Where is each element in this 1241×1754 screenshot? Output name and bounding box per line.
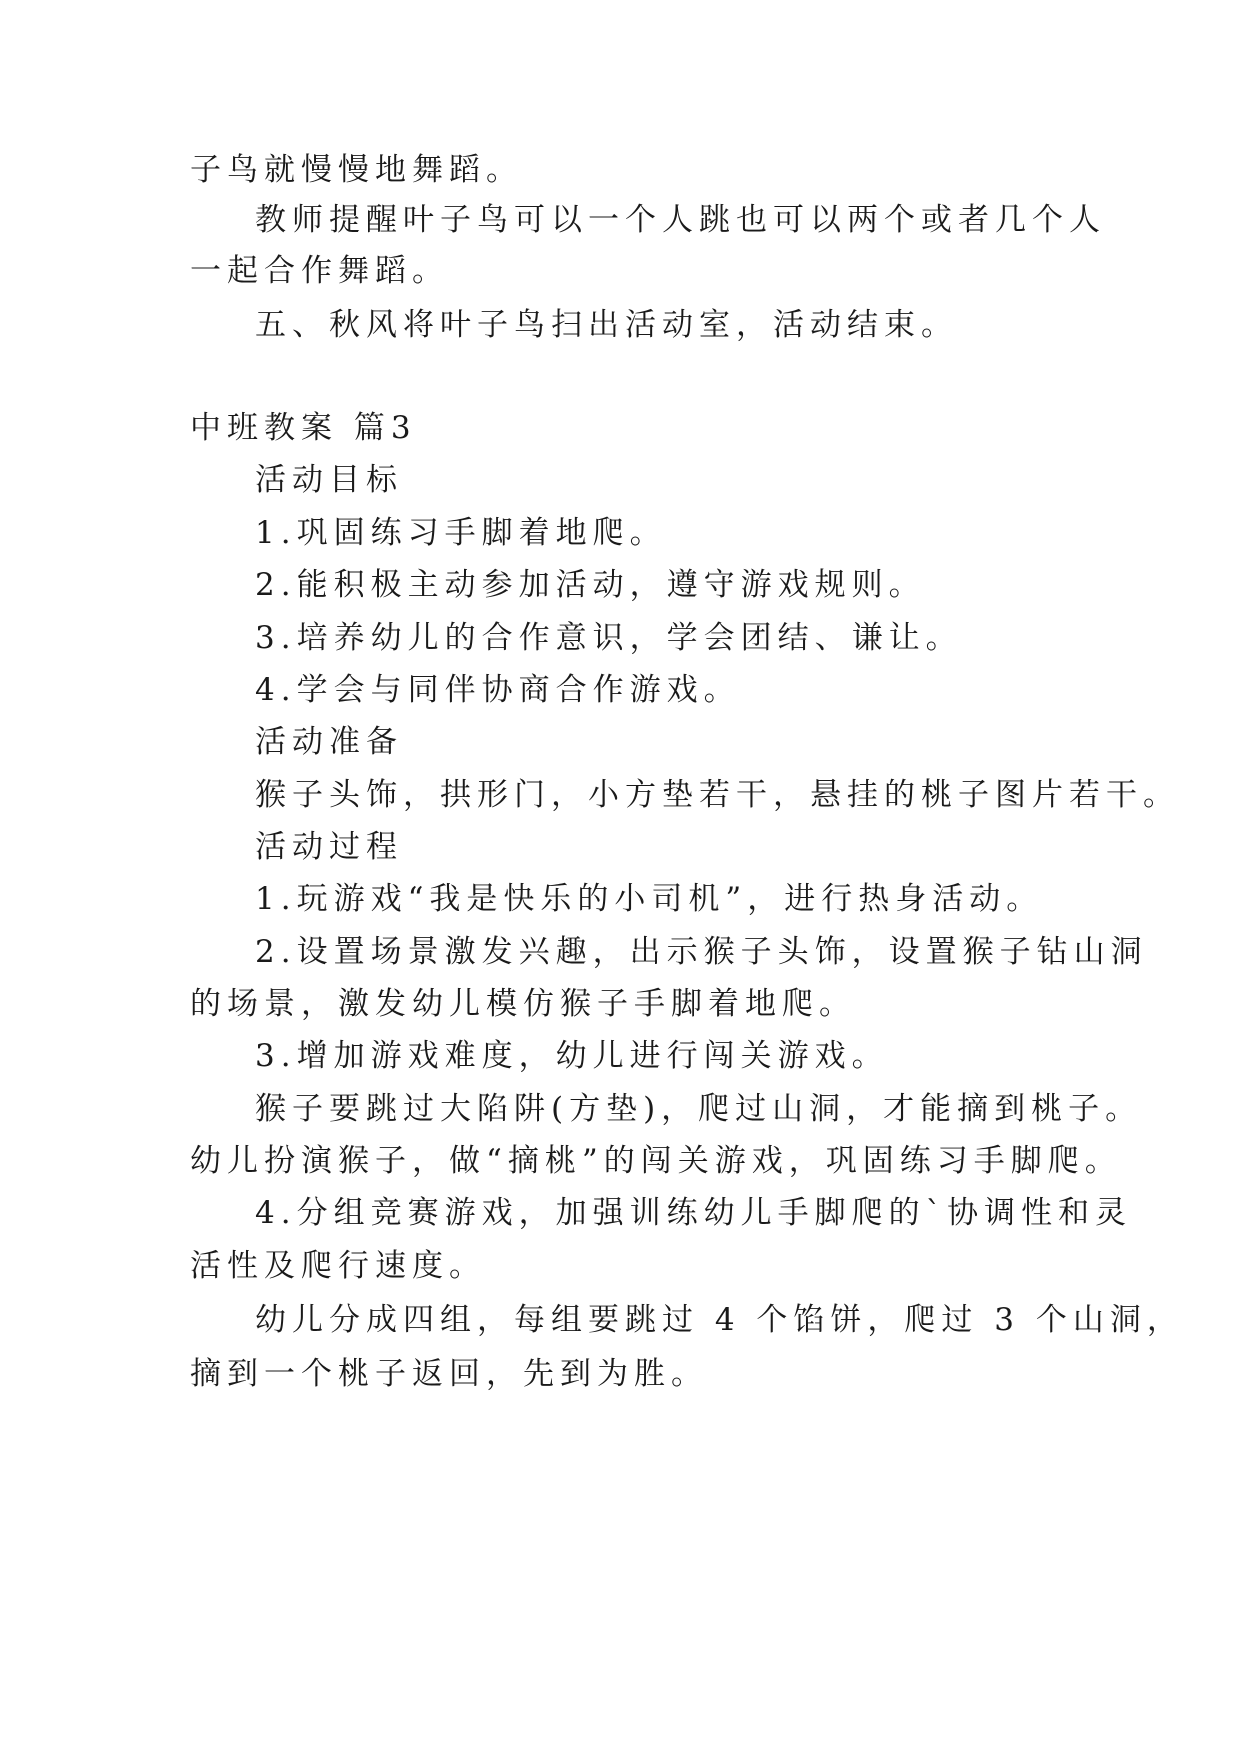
subheading: 活动目标 bbox=[255, 462, 403, 498]
list-item: 3.增加游戏难度，幼儿进行闯关游戏。 bbox=[255, 1038, 889, 1074]
list-item: 4.学会与同伴协商合作游戏。 bbox=[255, 672, 741, 708]
body-text-line: 摘到一个桃子返回，先到为胜。 bbox=[190, 1356, 708, 1392]
body-text-line: 子鸟就慢慢地舞蹈。 bbox=[190, 152, 523, 188]
body-text-line: 幼儿分成四组，每组要跳过 4 个馅饼，爬过 3 个山洞， bbox=[255, 1302, 1184, 1338]
body-text-line: 猴子要跳过大陷阱(方垫)，爬过山洞，才能摘到桃子。 bbox=[255, 1091, 1143, 1127]
list-item: 1.巩固练习手脚着地爬。 bbox=[255, 515, 667, 551]
body-text-line: 的场景，激发幼儿模仿猴子手脚着地爬。 bbox=[190, 986, 856, 1022]
list-item: 1.玩游戏“我是快乐的小司机”，进行热身活动。 bbox=[255, 881, 1044, 917]
section-heading: 中班教案 篇3 bbox=[190, 410, 417, 446]
body-text-line: 活性及爬行速度。 bbox=[190, 1248, 486, 1284]
body-text-line: 五、秋风将叶子鸟扫出活动室，活动结束。 bbox=[255, 307, 958, 343]
body-text-line: 教师提醒叶子鸟可以一个人跳也可以两个或者几个人 bbox=[255, 202, 1106, 238]
list-item: 4.分组竞赛游戏，加强训练幼儿手脚爬的`协调性和灵 bbox=[255, 1195, 1133, 1231]
subheading: 活动过程 bbox=[255, 829, 403, 865]
body-text-line: 幼儿扮演猴子，做“摘桃”的闯关游戏，巩固练习手脚爬。 bbox=[190, 1143, 1122, 1179]
subheading: 活动准备 bbox=[255, 724, 403, 760]
body-text-line: 猴子头饰，拱形门，小方垫若干，悬挂的桃子图片若干。 bbox=[255, 777, 1180, 813]
body-text-line: 一起合作舞蹈。 bbox=[190, 253, 449, 289]
list-item: 2.设置场景激发兴趣，出示猴子头饰，设置猴子钻山洞 bbox=[255, 934, 1148, 970]
list-item: 3.培养幼儿的合作意识，学会团结、谦让。 bbox=[255, 620, 963, 656]
list-item: 2.能积极主动参加活动，遵守游戏规则。 bbox=[255, 567, 926, 603]
